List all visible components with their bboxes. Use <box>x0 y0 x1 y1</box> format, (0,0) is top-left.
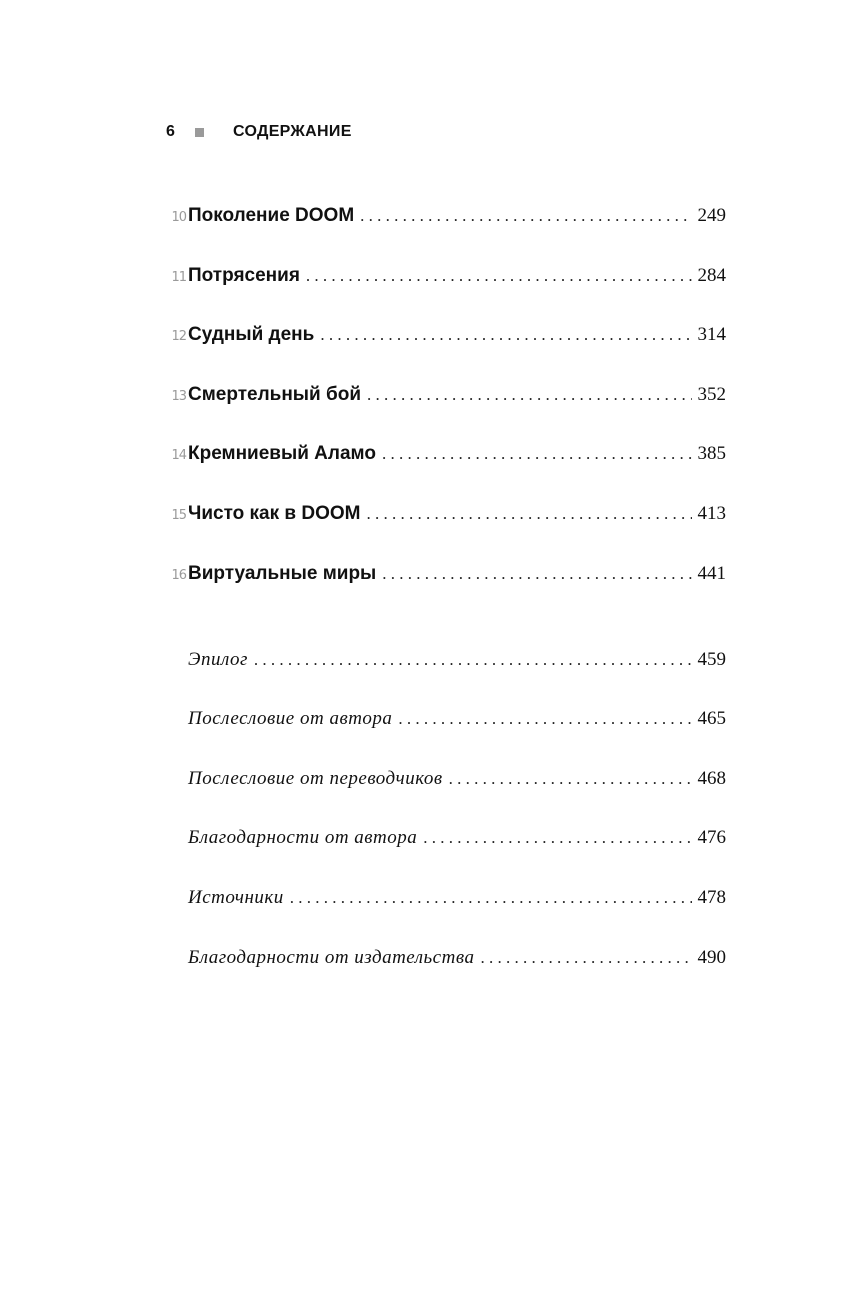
page-reference: 413 <box>697 503 726 524</box>
dot-leader <box>320 325 691 345</box>
chapter-number: 14 <box>171 448 186 463</box>
back-matter-title: Благодарности от автора <box>188 827 418 848</box>
dot-leader <box>367 385 691 405</box>
chapter-number: 13 <box>171 389 186 404</box>
back-matter-title: Послесловие от автора <box>188 708 393 729</box>
toc-chapter-entry[interactable] <box>166 205 726 231</box>
toc-back-matter-entry[interactable] <box>166 708 726 734</box>
dot-leader <box>360 206 691 226</box>
page-reference: 314 <box>697 324 726 345</box>
back-matter-title: Благодарности от издательства <box>188 947 475 968</box>
dot-leader <box>366 504 691 524</box>
toc-chapter-entry[interactable] <box>166 443 726 469</box>
toc-back-matter-entry[interactable] <box>166 887 726 913</box>
dot-leader <box>423 828 691 848</box>
chapter-title: Потрясения <box>188 265 300 286</box>
chapter-title: Поколение DOOM <box>188 205 355 226</box>
dot-leader <box>306 266 692 286</box>
dot-leader <box>290 888 692 908</box>
chapter-title: Чисто как в DOOM <box>188 503 361 524</box>
toc-back-matter-entry[interactable] <box>166 827 726 853</box>
page-reference: 459 <box>697 649 726 670</box>
chapter-number: 15 <box>171 508 186 523</box>
running-head <box>166 120 352 144</box>
chapter-title: Судный день <box>188 324 315 345</box>
toc-chapter-entry[interactable] <box>166 265 726 291</box>
toc-chapter-entry[interactable] <box>166 324 726 350</box>
chapter-number: 16 <box>171 568 186 583</box>
dot-leader <box>449 769 692 789</box>
page-reference: 284 <box>697 265 726 286</box>
page-reference: 476 <box>697 827 726 848</box>
back-matter-title: Эпилог <box>188 649 248 670</box>
toc-chapter-entry[interactable] <box>166 384 726 410</box>
chapter-number: 10 <box>171 210 186 225</box>
toc-chapter-entry[interactable] <box>166 503 726 529</box>
dot-leader <box>254 650 692 670</box>
dot-leader <box>382 444 692 464</box>
square-bullet-icon <box>195 128 204 137</box>
page-reference: 478 <box>697 887 726 908</box>
page-reference: 465 <box>697 708 726 729</box>
chapter-number: 12 <box>171 329 186 344</box>
toc-back-matter-entry[interactable] <box>166 768 726 794</box>
back-matter-title: Источники <box>188 887 284 908</box>
page-reference: 249 <box>697 205 726 226</box>
dot-leader <box>382 564 691 584</box>
chapter-title: Виртуальные миры <box>188 563 377 584</box>
section-title: СОДЕРЖАНИЕ <box>233 123 352 140</box>
chapter-title: Кремниевый Аламо <box>188 443 376 464</box>
toc-chapter-entry[interactable] <box>166 563 726 589</box>
dot-leader <box>398 709 691 729</box>
chapter-number: 11 <box>171 270 186 285</box>
page-reference: 490 <box>697 947 726 968</box>
chapter-title: Смертельный бой <box>188 384 362 405</box>
page-number: 6 <box>166 123 176 140</box>
page-reference: 468 <box>697 768 726 789</box>
page-reference: 441 <box>697 563 726 584</box>
page-reference: 385 <box>697 443 726 464</box>
toc-back-matter-entry[interactable] <box>166 649 726 675</box>
back-matter-title: Послесловие от переводчиков <box>188 768 443 789</box>
page-reference: 352 <box>697 384 726 405</box>
toc-back-matter-entry[interactable] <box>166 947 726 973</box>
dot-leader <box>480 948 691 968</box>
